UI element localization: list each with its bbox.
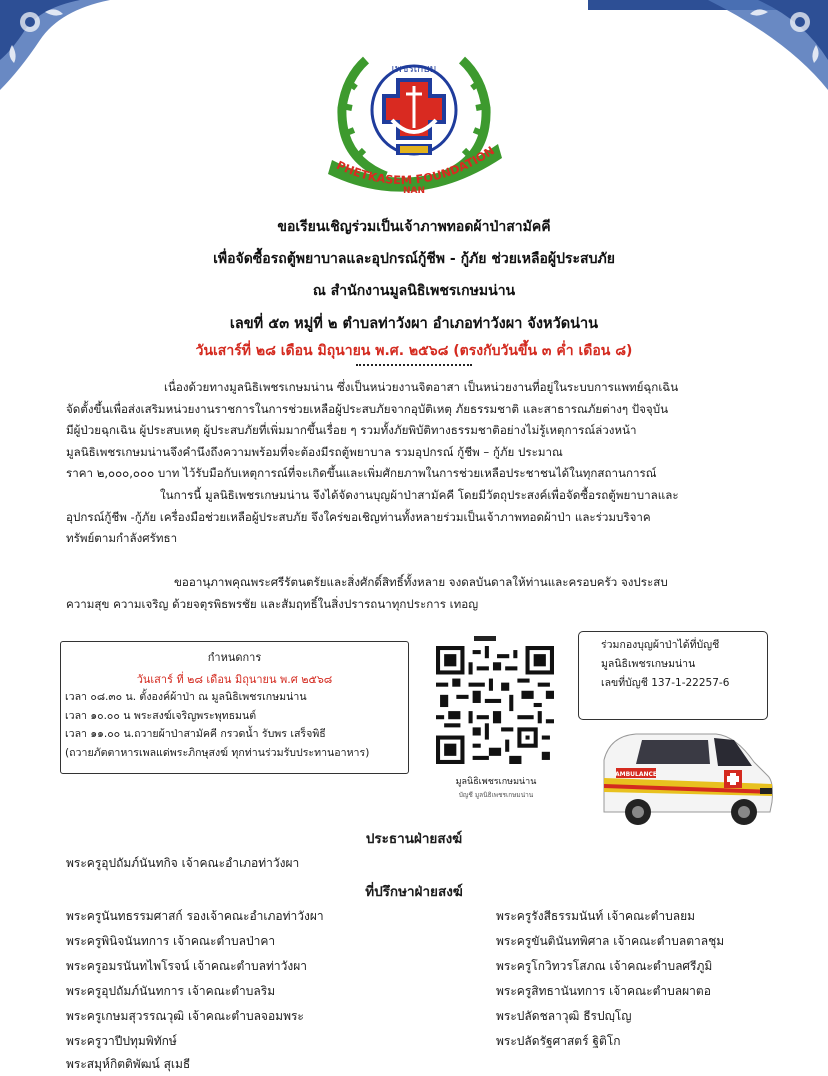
- corner-ornament-right-icon: [588, 0, 828, 90]
- ambulance-van-image: [596, 726, 776, 832]
- logo-ribbon-text: PHETKASEM FOUNDATION: [334, 143, 497, 188]
- body-p1-line: ราคา ๒,๐๐๐,๐๐๐ บาท ไว้รับมือกับเหตุการณ์ที่จะเกิดขึ้นและเพิ่มศักยภาพในการช่วยเหลือประชาชนได้ในทุกสถานการณ์: [66, 466, 657, 480]
- invitation-title-line3: ณ สำนักงานมูลนิธิเพชรเกษมน่าน: [312, 283, 516, 299]
- schedule-item: เวลา ๑๑.๐๐ น.ถวายผ้าป่าสามัคคี กรวดน้ำ รับพร เสร็จพิธี: [65, 728, 326, 740]
- president-heading: ประธานฝ่ายสงฆ์: [365, 831, 463, 847]
- body-p1-line: มูลนิธิเพชรเกษมน่านจึงคำนึงถึงความพร้อมที่จะต้องมีรถตู้พยาบาล รวมอุปกรณ์ กู้ชีพ – กู้ภัย ประมาณ: [66, 444, 563, 459]
- body-paragraph-2: [66, 485, 766, 550]
- advisor-left: พระสมุห์กิตติพัฒน์ สุเมธี: [66, 1057, 191, 1071]
- account-line-2: มูลนิธิเพชรเกษมน่าน: [601, 658, 696, 670]
- advisor-left: พระครูพินิจนันทการ เจ้าคณะตำบลป่าคา: [66, 934, 276, 948]
- account-line-1: ร่วมกองบุญผ้าป่าได้ที่บัญชี: [601, 639, 720, 651]
- invitation-address: เลขที่ ๕๓ หมู่ที่ ๒ ตำบลท่าวังผา อำเภอท่าวังผา จังหวัดน่าน: [229, 316, 599, 332]
- advisor-left: พระครูวาปีปทุมพิทักษ์: [66, 1034, 177, 1048]
- advisor-right: พระครูขันตินันทพิศาล เจ้าคณะตำบลตาลชุม: [496, 934, 725, 948]
- advisor-right: พระครูรังสีธรรมนันท์ เจ้าคณะตำบลยม: [496, 909, 696, 923]
- qr-subcaption: บัญชี มูลนิธิเพชรเกษมน่าน: [458, 791, 534, 799]
- qr-code-block: [436, 636, 556, 806]
- advisor-right: พระปลัดรัฐศาสตร์ ฐิติโก: [496, 1034, 621, 1048]
- body-p1-line: เนื่องด้วยทางมูลนิธิเพชรเกษมน่าน ซึ่งเป็นหน่วยงานจิตอาสา เป็นหน่วยงานที่อยู่ในระบบการแพทย์ฉุกเฉิน: [164, 380, 679, 394]
- logo-top-text: เพชรเกษม: [391, 64, 437, 75]
- qr-top-mark: [474, 636, 496, 641]
- advisor-right: พระครูสิทธานันทการ เจ้าคณะตำบลผาตอ: [496, 984, 711, 998]
- schedule-heading: กำหนดการ: [207, 651, 262, 664]
- dotted-divider: [356, 364, 472, 366]
- body-p1-line: จัดตั้งขึ้นเพื่อส่งเสริมหน่วยงานราชการในการช่วยเหลือผู้ประสบภัยจากอุบัติเหตุ ภัยธรรมชาติ และสาธารณภัยต่างๆ ปัจจุบัน: [66, 401, 669, 416]
- advisor-right: พระปลัดชลาวุฒิ ธีรปญฺโญ: [496, 1009, 632, 1023]
- president-name: พระครูอุปถัมภ์นันทกิจ เจ้าคณะอำเภอท่าวังผา: [66, 856, 300, 870]
- body-p2-line: ทรัพย์ตามกำลังศรัทธา: [66, 531, 178, 545]
- donation-account-box: [578, 631, 768, 720]
- body-p2-line: อุปกรณ์กู้ชีพ -กู้ภัย เครื่องมือช่วยเหลือผู้ประสบภัย จึงใคร่ขอเชิญท่านทั้งหลายร่วมเป็นเจ้าภาพทอดผ้าป่า และร่วมบริจาค: [66, 509, 651, 524]
- qr-caption: มูลนิธิเพชรเกษมน่าน: [455, 777, 537, 787]
- advisors-heading: ที่ปรึกษาฝ่ายสงฆ์: [365, 884, 463, 900]
- logo-bottom-text: NAN: [402, 186, 426, 196]
- body-paragraph-3: [66, 572, 766, 615]
- body-paragraph-1: [66, 377, 766, 485]
- schedule-item: (ถวายภัตตาหารเพลแด่พระภิกษุสงฆ์ ทุกท่านร่วมรับประทานอาหาร): [65, 746, 370, 759]
- schedule-item: เวลา ๐๘.๓๐ น. ตั้งองค์ผ้าป่า ณ มูลนิธิเพชรเกษมน่าน: [65, 691, 307, 703]
- body-p2-line: ในการนี้ มูลนิธิเพชรเกษมน่าน จึงได้จัดงานบุญผ้าป่าสามัคคี โดยมีวัตถุประสงค์เพื่อจัดซื้อรถตู้พยาบาลและ: [160, 488, 679, 502]
- account-number: เลขที่บัญชี 137-1-22257-6: [601, 677, 730, 689]
- invitation-date: วันเสาร์ที่ ๒๘ เดือน มิถุนายน พ.ศ. ๒๕๖๘ (ตรงกับวันขึ้น ๓ ค่ำ เดือน ๘): [195, 343, 633, 359]
- schedule-date: วันเสาร์ ที่ ๒๘ เดือน มิถุนายน พ.ศ ๒๕๖๘: [136, 673, 333, 686]
- advisor-left: พระครูเกษมสุวรรณวุฒิ เจ้าคณะตำบลจอมพระ: [66, 1009, 304, 1023]
- body-p1-line: มีผู้ป่วยฉุกเฉิน ผู้ประสบเหตุ ผู้ประสบภัยที่เพิ่มมากขึ้นเรื่อย ๆ รวมทั้งภัยพิบัติทางธรรมชาติอย่างไม่รู้เหตุการณ์ล่วงหน้า: [66, 423, 637, 437]
- invitation-title-line2: เพื่อจัดซื้อรถตู้พยาบาลและอุปกรณ์กู้ชีพ - กู้ภัย ช่วยเหลือผู้ประสบภัย: [213, 251, 615, 267]
- body-p3-line: ขออานุภาพคุณพระศรีรัตนตรัยและสิ่งศักดิ์สิทธิ์ทั้งหลาย จงดลบันดาลให้ท่านและครอบครัว จงประสบ: [174, 575, 668, 589]
- ambulance-label: AMBULANCE: [614, 771, 658, 778]
- schedule-box: [60, 641, 409, 774]
- body-p3-line: ความสุข ความเจริญ ด้วยจตุรพิธพรชัย และสัมฤทธิ์ในสิ่งปรารถนาทุกประการ เทอญ: [66, 596, 479, 611]
- phetkasem-foundation-logo: [326, 48, 502, 198]
- advisor-left: พระครูอุปถัมภ์นันทการ เจ้าคณะตำบลริม: [66, 984, 276, 998]
- schedule-item: เวลา ๑๐.๐๐ น พระสงฆ์เจริญพระพุทธมนต์: [65, 709, 257, 722]
- qr-code-icon[interactable]: [436, 646, 554, 764]
- advisor-right: พระครูโกวิทวรโสภณ เจ้าคณะตำบลศรีภูมิ: [496, 959, 713, 973]
- corner-ornament-left-icon: [0, 0, 110, 90]
- invitation-title-line1: ขอเรียนเชิญร่วมเป็นเจ้าภาพทอดผ้าป่าสามัคคี: [277, 219, 551, 235]
- advisor-left: พระครูนันทธรรมศาสก์ รองเจ้าคณะอำเภอท่าวังผา: [66, 909, 324, 923]
- advisor-left: พระครูอมรนันทไพโรจน์ เจ้าคณะตำบลท่าวังผา: [66, 959, 308, 973]
